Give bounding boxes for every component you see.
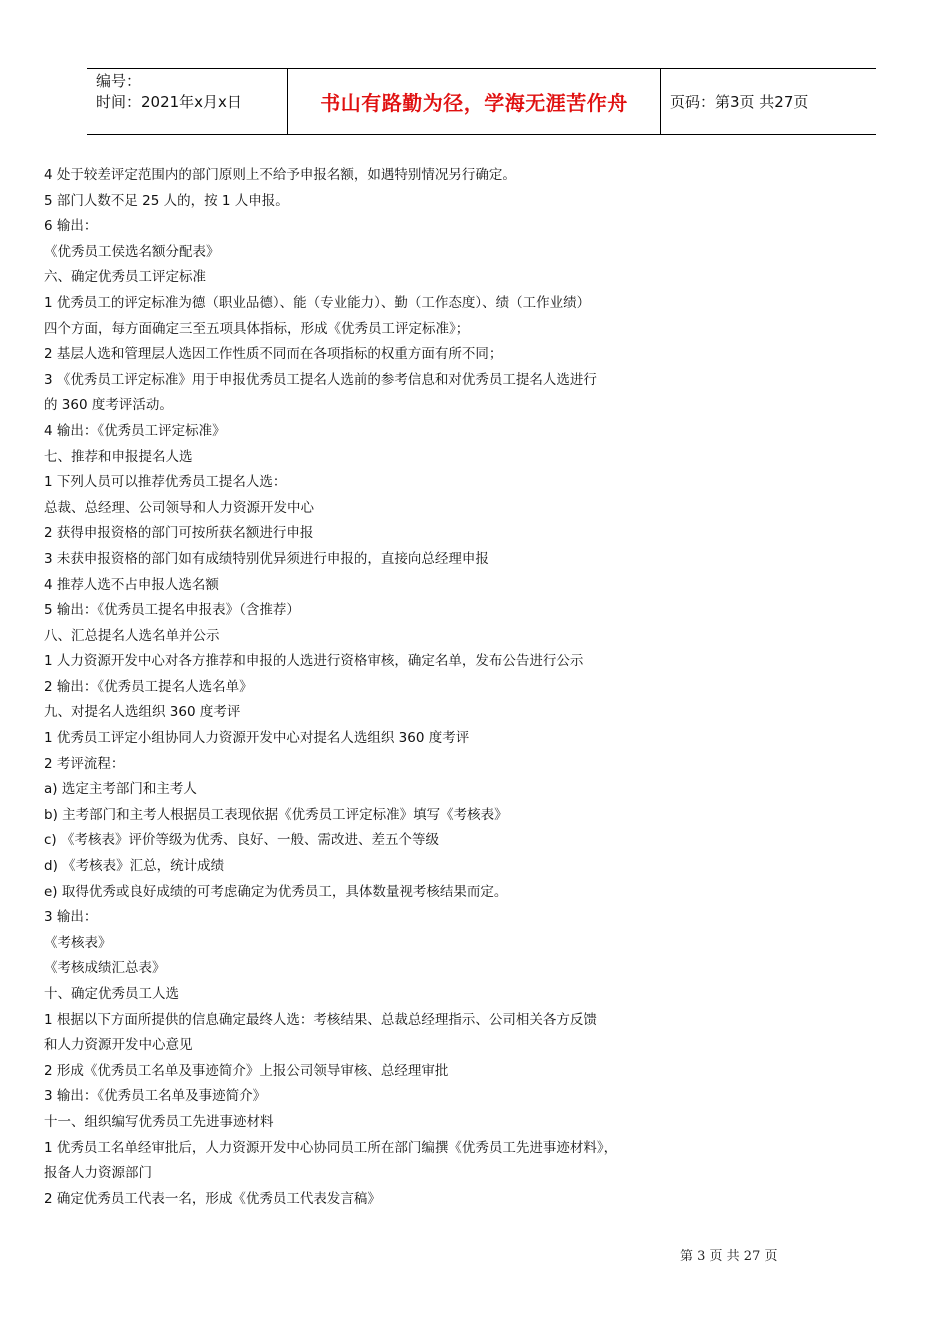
text-line: 6 输出： bbox=[44, 218, 98, 235]
page-header bbox=[87, 68, 876, 135]
text-line: 2 输出：《优秀员工提名人选名单》 bbox=[44, 678, 253, 695]
text-line: d) 《考核表》汇总，统计成绩 bbox=[44, 858, 225, 875]
header-meta-cell bbox=[87, 69, 288, 134]
text-line: 4 输出：《优秀员工评定标准》 bbox=[44, 422, 226, 439]
text-line: 九、对提名人选组织 360 度考评 bbox=[44, 704, 241, 721]
document-body bbox=[44, 163, 874, 1212]
text-line: 1 根据以下方面所提供的信息确定最终人选：考核结果、总裁总经理指示、公司相关各方反馈 bbox=[44, 1011, 597, 1028]
text-line: 十一、组织编写优秀员工先进事迹材料 bbox=[44, 1113, 274, 1130]
text-line: 六、确定优秀员工评定标准 bbox=[44, 269, 206, 286]
text-line: c) 《考核表》评价等级为优秀、良好、一般、需改进、差五个等级 bbox=[44, 832, 439, 849]
text-line: 《考核表》 bbox=[44, 934, 112, 951]
text-line: 七、推荐和申报提名人选 bbox=[44, 448, 193, 465]
text-line: 的 360 度考评活动。 bbox=[44, 397, 173, 414]
text-line: 3 输出：《优秀员工名单及事迹简介》 bbox=[44, 1088, 267, 1105]
text-line: 2 确定优秀员工代表一名，形成《优秀员工代表发言稿》 bbox=[44, 1190, 381, 1207]
text-line: 3 未获申报资格的部门如有成绩特别优异须进行申报的，直接向总经理申报 bbox=[44, 550, 489, 567]
text-line: 4 推荐人选不占申报人选名额 bbox=[44, 576, 219, 593]
text-line: 总裁、总经理、公司领导和人力资源开发中心 bbox=[44, 499, 314, 516]
text-line: 和人力资源开发中心意见 bbox=[44, 1037, 193, 1054]
text-line: 1 优秀员工的评定标准为德（职业品德）、能（专业能力）、勤（工作态度）、绩（工作业绩） bbox=[44, 294, 591, 311]
page-footer: 第 3 页 共 27 页 bbox=[680, 1249, 778, 1264]
text-line: 3 《优秀员工评定标准》用于申报优秀员工提名人选前的参考信息和对优秀员工提名人选进行 bbox=[44, 371, 597, 388]
date-label: 时间：2021年x月x日 bbox=[96, 93, 242, 111]
text-line: 《考核成绩汇总表》 bbox=[44, 960, 166, 977]
text-line: 4 处于较差评定范围内的部门原则上不给予申报名额，如遇特别情况另行确定。 bbox=[44, 167, 516, 183]
serial-number-label: 编号： bbox=[96, 72, 142, 90]
text-line: 2 获得申报资格的部门可按所获名额进行申报 bbox=[44, 525, 314, 542]
text-line: 5 输出：《优秀员工提名申报表》（含推荐） bbox=[44, 602, 300, 619]
text-line: 1 优秀员工名单经审批后，人力资源开发中心协同员工所在部门编撰《优秀员工先进事迹材料》， bbox=[44, 1139, 618, 1156]
text-line: 《优秀员工侯选名额分配表》 bbox=[44, 243, 220, 260]
text-line: 报备人力资源部门 bbox=[44, 1165, 152, 1182]
text-line: a) 选定主考部门和主考人 bbox=[44, 781, 197, 798]
text-line: 2 基层人选和管理层人选因工作性质不同而在各项指标的权重方面有所不同； bbox=[44, 346, 503, 363]
text-line: 2 形成《优秀员工名单及事迹简介》上报公司领导审核、总经理审批 bbox=[44, 1062, 449, 1079]
text-line: e) 取得优秀或良好成绩的可考虑确定为优秀员工，具体数量视考核结果而定。 bbox=[44, 883, 508, 900]
text-line: 八、汇总提名人选名单并公示 bbox=[44, 627, 220, 644]
text-line: 1 优秀员工评定小组协同人力资源开发中心对提名人选组织 360 度考评 bbox=[44, 730, 470, 747]
text-line: 3 输出： bbox=[44, 909, 98, 926]
text-line: 2 考评流程： bbox=[44, 755, 125, 772]
text-line: b) 主考部门和主考人根据员工表现依据《优秀员工评定标准》填写《考核表》 bbox=[44, 806, 508, 823]
text-line: 1 人力资源开发中心对各方推荐和申报的人选进行资格审核，确定名单，发布公告进行公示 bbox=[44, 653, 584, 670]
header-motto: 书山有路勤为径，学海无涯苦作舟 bbox=[288, 69, 661, 134]
text-line: 5 部门人数不足 25 人的，按 1 人申报。 bbox=[44, 192, 289, 209]
text-line: 四个方面，每方面确定三至五项具体指标，形成《优秀员工评定标准》； bbox=[44, 320, 470, 337]
text-line: 十、确定优秀员工人选 bbox=[44, 986, 179, 1002]
text-line: 1 下列人员可以推荐优秀员工提名人选： bbox=[44, 474, 287, 491]
header-page-number: 页码：第3页 共27页 bbox=[670, 93, 809, 111]
